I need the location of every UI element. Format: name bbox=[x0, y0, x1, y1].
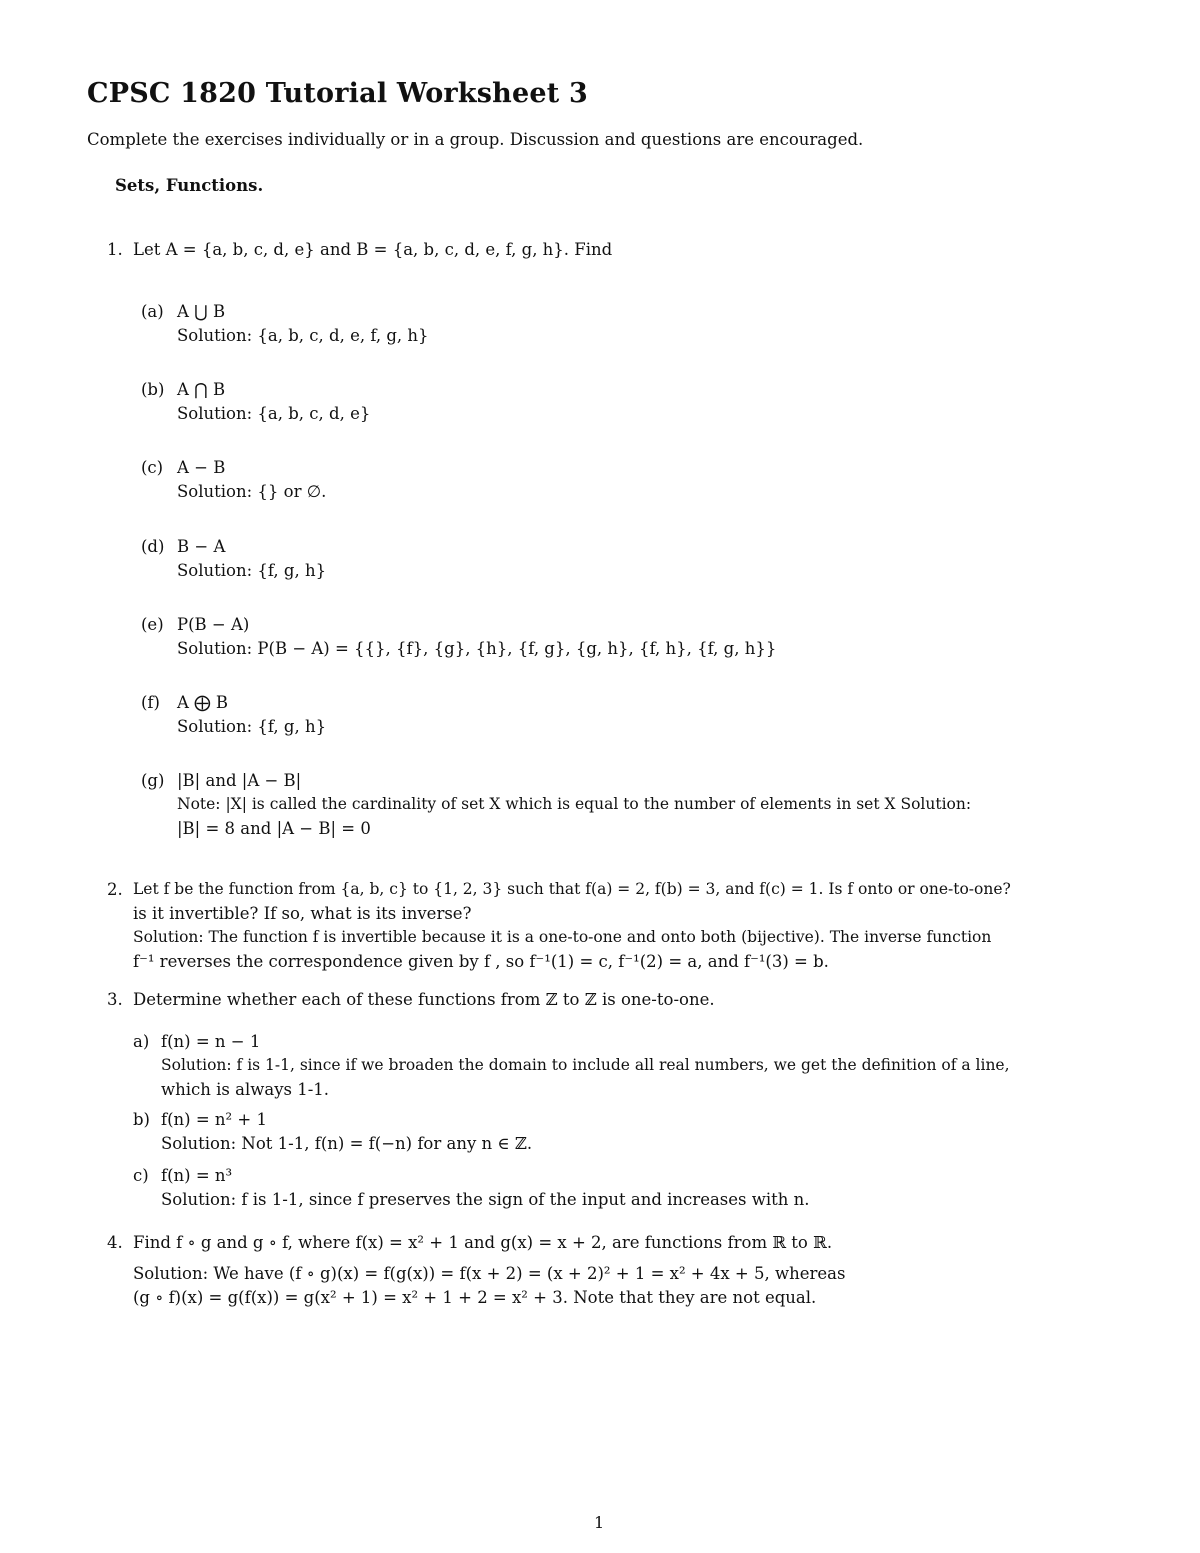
q1-part-d-label: (d) bbox=[141, 537, 165, 556]
question-4-text: Find f ∘ g and g ∘ f, where f(x) = x² + 1 and g(x) = x + 2, are functions from ℝ to ℝ. bbox=[133, 1233, 833, 1252]
question-3-number: 3. bbox=[107, 990, 123, 1009]
question-2-number: 2. bbox=[107, 880, 123, 899]
question-2-text-line1: Let f be the function from {a, b, c} to {1, 2, 3} such that f(a) = 2, f(b) = 3, and f(c) = 1. Is f onto or one-to-one? bbox=[133, 880, 1011, 898]
q3-part-c-solution: Solution: f is 1-1, since f preserves the sign of the input and increases with n. bbox=[161, 1190, 810, 1209]
q1-part-f-expr: A ⨁ B bbox=[177, 693, 229, 712]
q1-part-b-expr: A ⋂ B bbox=[177, 380, 226, 399]
q1-part-g-label: (g) bbox=[141, 771, 165, 790]
question-4-solution-line1: Solution: We have (f ∘ g)(x) = f(g(x)) = f(x + 2) = (x + 2)² + 1 = x² + 4x + 5, whereas bbox=[133, 1264, 846, 1283]
question-1-number: 1. bbox=[107, 240, 123, 259]
q1-part-f-label: (f) bbox=[141, 693, 160, 712]
q1-part-a-label: (a) bbox=[141, 302, 164, 321]
q1-part-b-label: (b) bbox=[141, 380, 165, 399]
q3-part-b-solution: Solution: Not 1-1, f(n) = f(−n) for any n ∈ ℤ. bbox=[161, 1134, 533, 1153]
q1-part-e-solution: Solution: P(B − A) = {{}, {f}, {g}, {h}, {f, g}, {g, h}, {f, h}, {f, g, h}} bbox=[177, 639, 777, 658]
q1-part-g-solution: |B| = 8 and |A − B| = 0 bbox=[177, 819, 371, 838]
question-2-text-line2: is it invertible? If so, what is its inverse? bbox=[133, 904, 472, 923]
q3-part-a-solution-line2: which is always 1-1. bbox=[161, 1080, 330, 1099]
q3-part-c-expr: f(n) = n³ bbox=[161, 1166, 233, 1185]
q3-part-a-solution: Solution: f is 1-1, since if we broaden the domain to include all real numbers, we get the definition of a line, bbox=[161, 1056, 1010, 1074]
question-4-solution-line2: (g ∘ f)(x) = g(f(x)) = g(x² + 1) = x² + 1 + 2 = x² + 3. Note that they are not equal. bbox=[133, 1288, 817, 1307]
q1-part-c-solution: Solution: {} or ∅. bbox=[177, 482, 327, 501]
q1-part-g-note: Note: |X| is called the cardinality of set X which is equal to the number of elements in set X Solution: bbox=[177, 795, 972, 813]
intro-text: Complete the exercises individually or in a group. Discussion and questions are encouraged. bbox=[87, 130, 864, 149]
q1-part-d-expr: B − A bbox=[177, 537, 226, 556]
q3-part-c-label: c) bbox=[133, 1166, 149, 1185]
q3-part-b-label: b) bbox=[133, 1110, 150, 1129]
question-2-solution-line1: Solution: The function f is invertible because it is a one-to-one and onto both (bijective). The inverse function bbox=[133, 928, 992, 946]
q1-part-g-expr: |B| and |A − B| bbox=[177, 771, 302, 790]
question-3-text: Determine whether each of these functions from ℤ to ℤ is one-to-one. bbox=[133, 990, 715, 1009]
q1-part-c-expr: A − B bbox=[177, 458, 226, 477]
q3-part-a-expr: f(n) = n − 1 bbox=[161, 1032, 261, 1051]
q1-part-e-label: (e) bbox=[141, 615, 164, 634]
q1-part-c-label: (c) bbox=[141, 458, 164, 477]
q1-part-a-expr: A ⋃ B bbox=[177, 302, 226, 321]
section-heading: Sets, Functions. bbox=[115, 176, 264, 195]
q3-part-a-label: a) bbox=[133, 1032, 150, 1051]
q3-part-b-expr: f(n) = n² + 1 bbox=[161, 1110, 267, 1129]
question-4-number: 4. bbox=[107, 1233, 123, 1252]
question-1-text: Let A = {a, b, c, d, e} and B = {a, b, c, d, e, f, g, h}. Find bbox=[133, 240, 613, 259]
q1-part-e-expr: P(B − A) bbox=[177, 615, 250, 634]
page-title: CPSC 1820 Tutorial Worksheet 3 bbox=[87, 78, 588, 109]
q1-part-f-solution: Solution: {f, g, h} bbox=[177, 717, 327, 736]
q1-part-d-solution: Solution: {f, g, h} bbox=[177, 561, 327, 580]
page-number: 1 bbox=[594, 1513, 605, 1532]
question-2-solution-line2: f⁻¹ reverses the correspondence given by f , so f⁻¹(1) = c, f⁻¹(2) = a, and f⁻¹(3) = b. bbox=[133, 952, 829, 971]
q1-part-b-solution: Solution: {a, b, c, d, e} bbox=[177, 404, 371, 423]
q1-part-a-solution: Solution: {a, b, c, d, e, f, g, h} bbox=[177, 326, 429, 345]
